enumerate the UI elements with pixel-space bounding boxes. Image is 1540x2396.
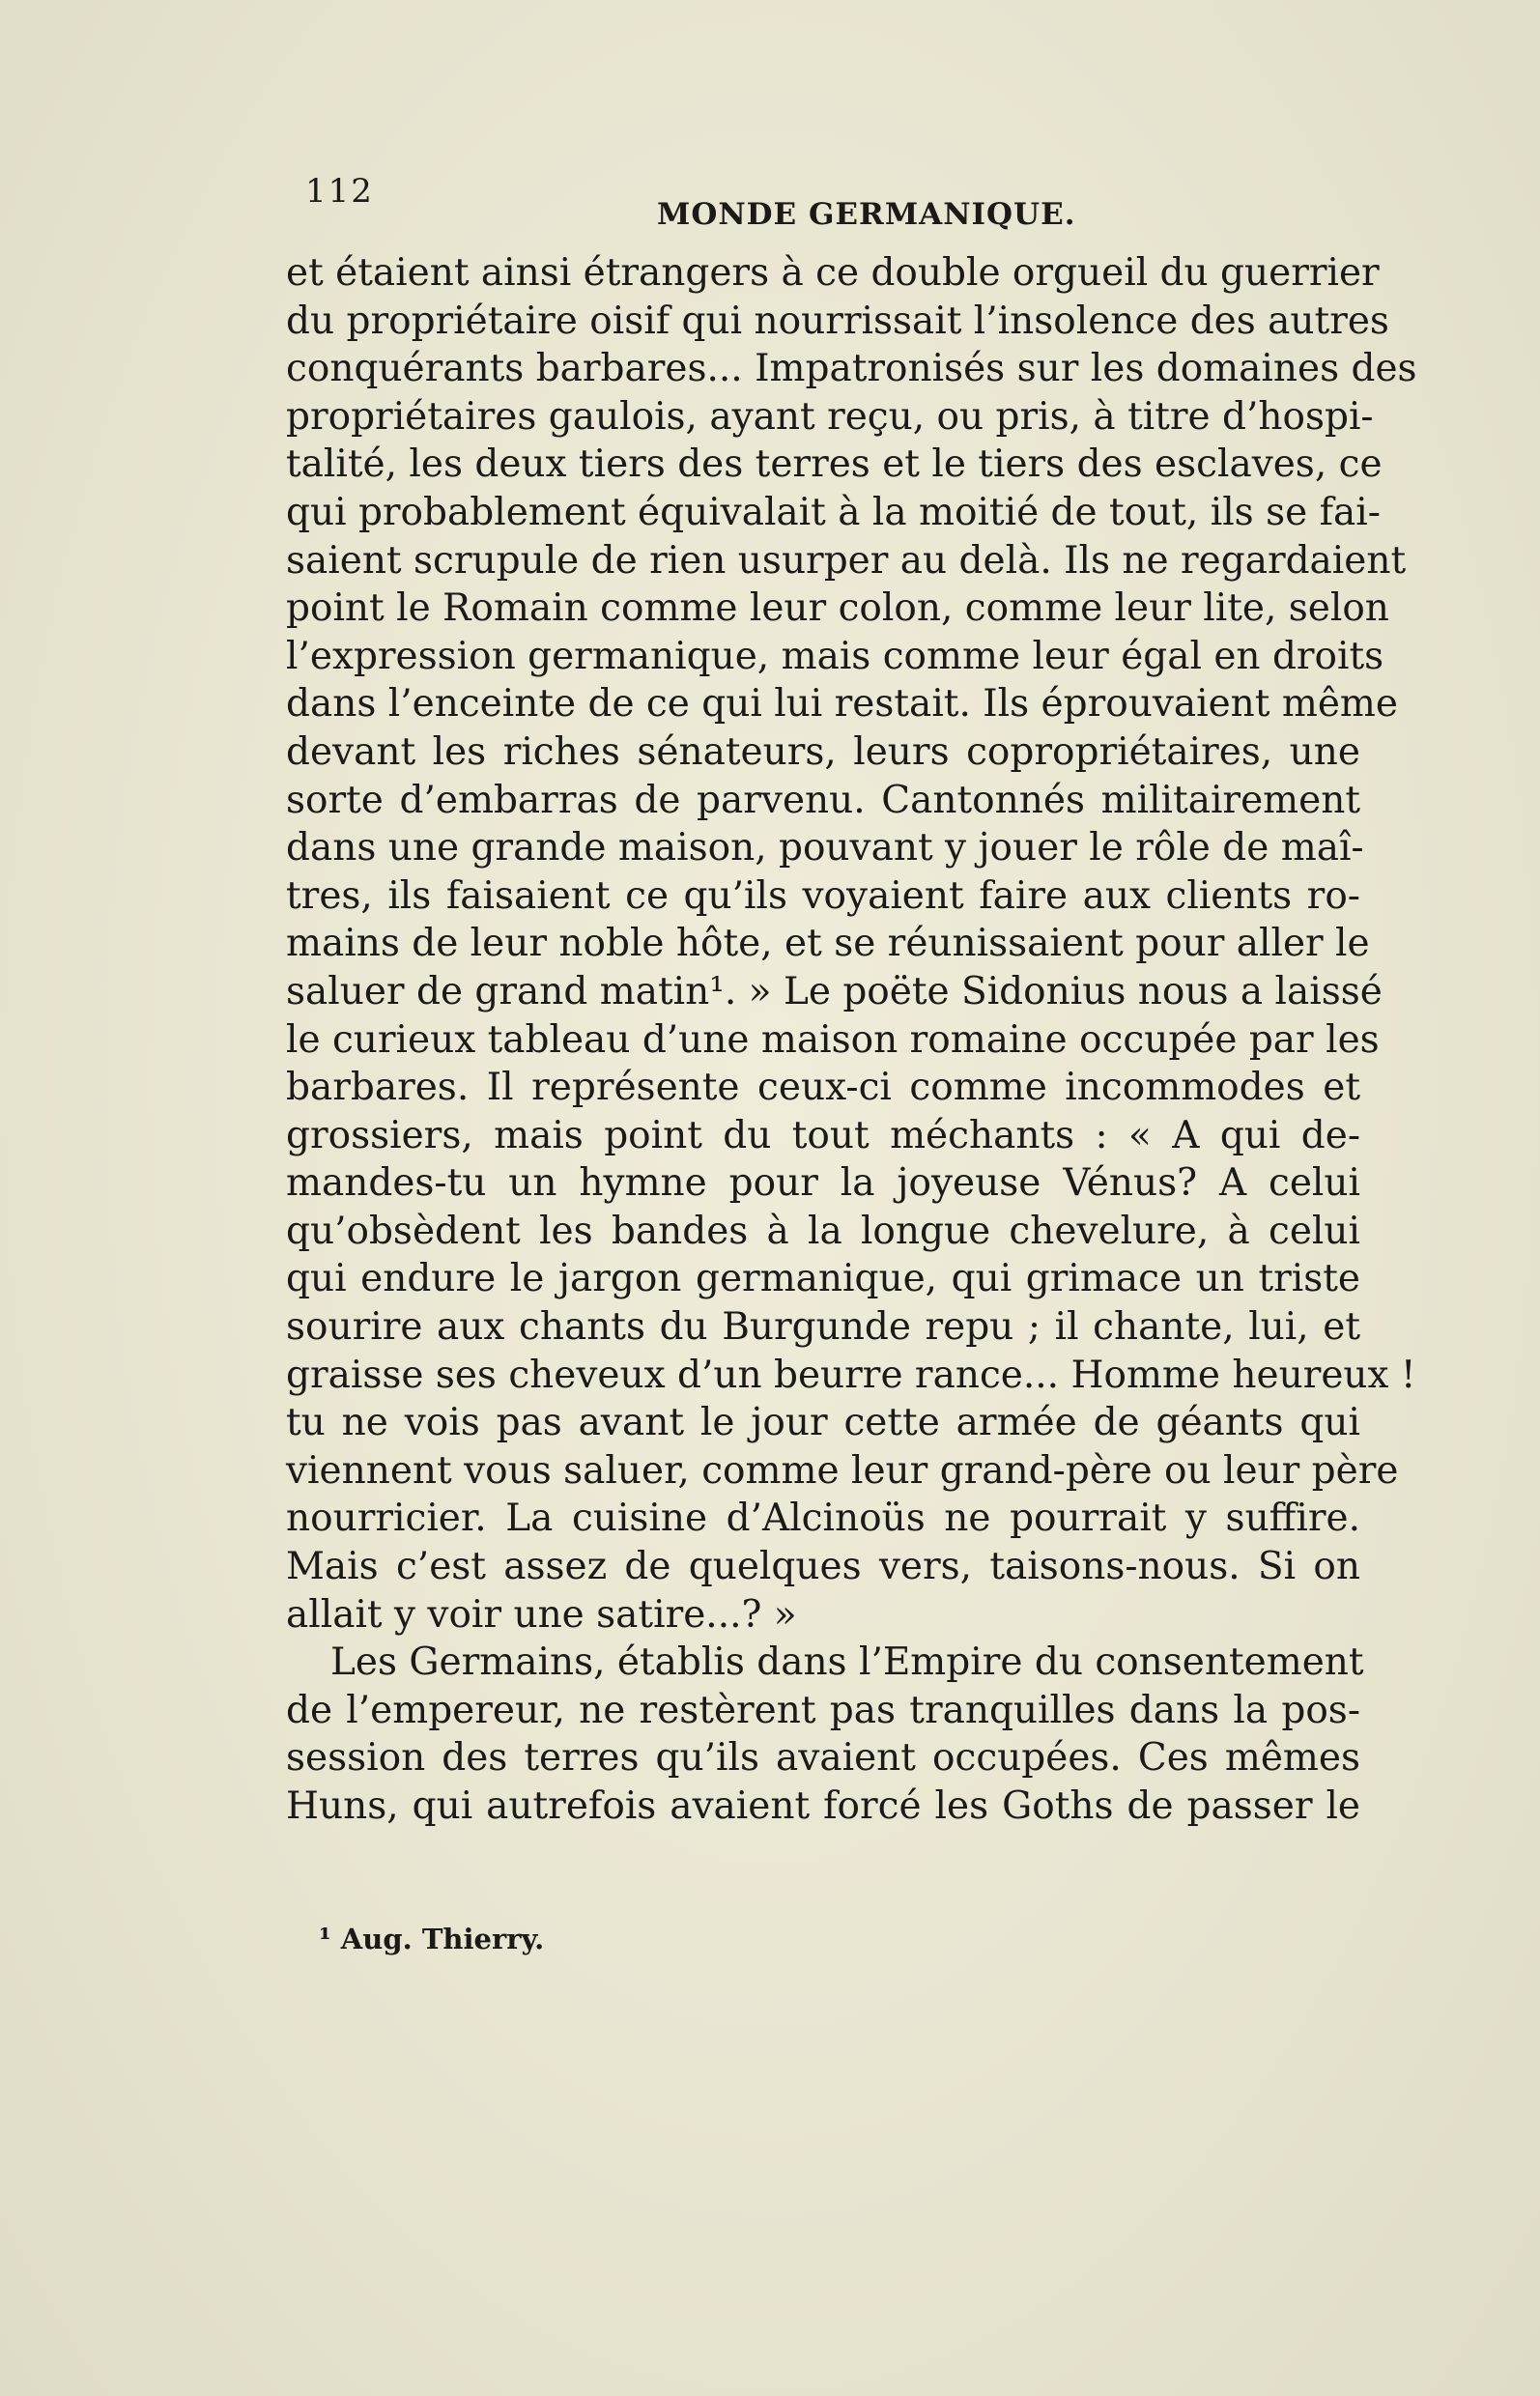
- body-text: [286, 249, 1417, 1831]
- footnote: ¹ Aug. Thierry.: [319, 1923, 545, 1955]
- text-line: allait y voir une satire...? »: [286, 1592, 797, 1637]
- text-line: dans une grande maison, pouvant y jouer le rôle de maî-: [286, 826, 1364, 870]
- text-line: grossiers, mais point du tout méchants : « A qui de-: [286, 1113, 1360, 1157]
- text-line: l’expression germanique, mais comme leur égal en droits: [286, 634, 1384, 678]
- text-line: propriétaires gaulois, ayant reçu, ou pris, à titre d’hospi-: [286, 394, 1374, 439]
- text-line: qu’obsèdent les bandes à la longue chevelure, à celui: [286, 1209, 1360, 1253]
- text-line: tres, ils faisaient ce qu’ils voyaient faire aux clients ro-: [286, 873, 1360, 918]
- text-line: viennent vous saluer, comme leur grand-père ou leur père: [286, 1448, 1399, 1493]
- text-line: nourricier. La cuisine d’Alcinoüs ne pourrait y suffire.: [286, 1497, 1360, 1541]
- text-line: et étaient ainsi étrangers à ce double orgueil du guerrier: [286, 251, 1380, 295]
- running-title: MONDE GERMANIQUE.: [657, 197, 1076, 232]
- text-line: point le Romain comme leur colon, comme leur lite, selon: [286, 586, 1389, 631]
- text-line: Les Germains, établis dans l’Empire du consentement: [330, 1640, 1364, 1685]
- text-line: tu ne vois pas avant le jour cette armée de géants qui: [286, 1401, 1360, 1445]
- text-line: mandes-tu un hymne pour la joyeuse Vénus? A celui: [286, 1161, 1360, 1206]
- text-line: sorte d’embarras de parvenu. Cantonnés militairement: [286, 778, 1360, 822]
- text-line: devant les riches sénateurs, leurs copropriétaires, une: [286, 729, 1360, 774]
- text-line: de l’empereur, ne restèrent pas tranquilles dans la pos-: [286, 1688, 1360, 1732]
- page-number: 112: [305, 172, 374, 211]
- text-line: Huns, qui autrefois avaient forcé les Goths de passer le: [286, 1784, 1360, 1828]
- text-line: conquérants barbares... Impatronisés sur les domaines des: [286, 347, 1417, 391]
- text-line: saluer de grand matin¹. » Le poëte Sidonius nous a laissé: [286, 969, 1383, 1013]
- text-line: qui endure le jargon germanique, qui grimace un triste: [286, 1257, 1360, 1301]
- text-line: mains de leur noble hôte, et se réunissaient pour aller le: [286, 922, 1370, 966]
- text-line: qui probablement équivalait à la moitié de tout, ils se fai-: [286, 490, 1381, 534]
- text-line: du propriétaire oisif qui nourrissait l’insolence des autres: [286, 299, 1389, 343]
- text-line: graisse ses cheveux d’un beurre rance... Homme heureux !: [286, 1353, 1416, 1397]
- text-line: barbares. Il représente ceux-ci comme incommodes et: [286, 1066, 1360, 1110]
- text-line: le curieux tableau d’une maison romaine occupée par les: [286, 1017, 1380, 1062]
- text-line: talité, les deux tiers des terres et le tiers des esclaves, ce: [286, 442, 1383, 487]
- text-line: sourire aux chants du Burgunde repu ; il chante, lui, et: [286, 1305, 1360, 1350]
- text-line: session des terres qu’ils avaient occupées. Ces mêmes: [286, 1736, 1360, 1781]
- text-line: Mais c’est assez de quelques vers, taisons-nous. Si on: [286, 1545, 1360, 1589]
- text-line: saient scrupule de rien usurper au delà. Ils ne regardaient: [286, 538, 1407, 583]
- text-line: dans l’enceinte de ce qui lui restait. Ils éprouvaient même: [286, 682, 1398, 727]
